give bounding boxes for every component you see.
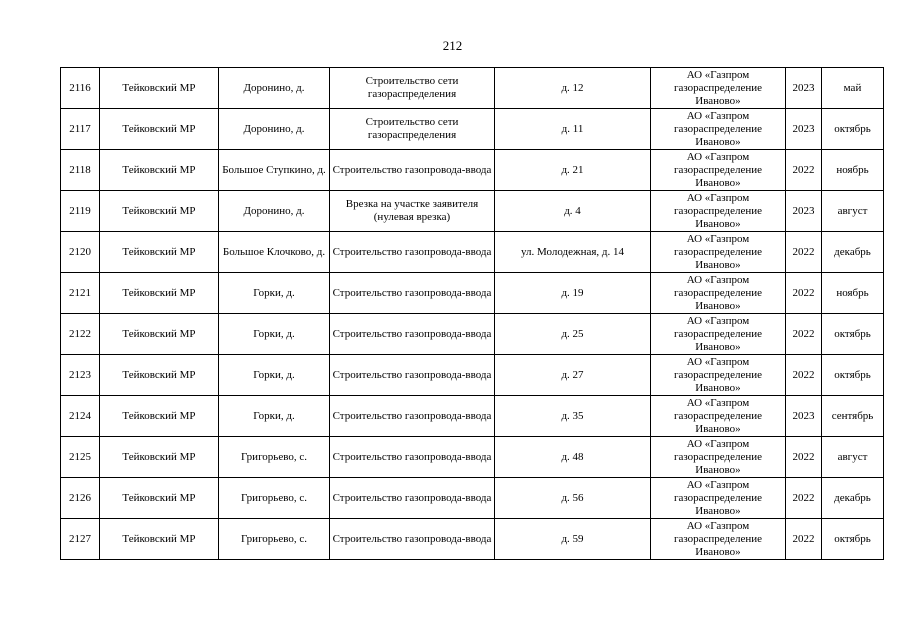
table-row xyxy=(61,478,884,519)
cell-organization: АО «Газпром газораспределение Иваново» xyxy=(651,314,786,355)
cell-work-type: Строительство газопровода-ввода xyxy=(330,273,495,314)
table-row xyxy=(61,68,884,109)
cell-number: 2121 xyxy=(61,273,100,314)
cell-address: д. 48 xyxy=(495,437,651,478)
cell-address: д. 12 xyxy=(495,68,651,109)
cell-number: 2123 xyxy=(61,355,100,396)
table-row xyxy=(61,396,884,437)
cell-district: Тейковский МР xyxy=(100,314,219,355)
cell-settlement: Горки, д. xyxy=(219,314,330,355)
cell-address: д. 11 xyxy=(495,109,651,150)
cell-month: ноябрь xyxy=(822,273,884,314)
cell-settlement: Доронино, д. xyxy=(219,191,330,232)
cell-settlement: Горки, д. xyxy=(219,396,330,437)
cell-year: 2022 xyxy=(786,478,822,519)
cell-organization: АО «Газпром газораспределение Иваново» xyxy=(651,519,786,560)
cell-year: 2023 xyxy=(786,109,822,150)
cell-year: 2022 xyxy=(786,150,822,191)
table-body xyxy=(61,68,884,560)
cell-month: ноябрь xyxy=(822,150,884,191)
cell-month: октябрь xyxy=(822,519,884,560)
cell-month: октябрь xyxy=(822,355,884,396)
cell-organization: АО «Газпром газораспределение Иваново» xyxy=(651,396,786,437)
cell-work-type: Строительство газопровода-ввода xyxy=(330,396,495,437)
cell-district: Тейковский МР xyxy=(100,478,219,519)
cell-number: 2118 xyxy=(61,150,100,191)
cell-work-type: Строительство газопровода-ввода xyxy=(330,150,495,191)
cell-district: Тейковский МР xyxy=(100,355,219,396)
cell-district: Тейковский МР xyxy=(100,191,219,232)
table-row xyxy=(61,150,884,191)
cell-year: 2022 xyxy=(786,273,822,314)
cell-settlement: Горки, д. xyxy=(219,355,330,396)
cell-number: 2119 xyxy=(61,191,100,232)
cell-number: 2127 xyxy=(61,519,100,560)
cell-settlement: Большое Клочково, д. xyxy=(219,232,330,273)
cell-address: д. 35 xyxy=(495,396,651,437)
cell-organization: АО «Газпром газораспределение Иваново» xyxy=(651,150,786,191)
table-row xyxy=(61,232,884,273)
cell-year: 2022 xyxy=(786,519,822,560)
cell-number: 2125 xyxy=(61,437,100,478)
cell-organization: АО «Газпром газораспределение Иваново» xyxy=(651,437,786,478)
cell-year: 2022 xyxy=(786,437,822,478)
table-row xyxy=(61,191,884,232)
cell-year: 2022 xyxy=(786,355,822,396)
cell-number: 2120 xyxy=(61,232,100,273)
cell-settlement: Доронино, д. xyxy=(219,68,330,109)
cell-organization: АО «Газпром газораспределение Иваново» xyxy=(651,68,786,109)
cell-settlement: Григорьево, с. xyxy=(219,519,330,560)
table-row xyxy=(61,314,884,355)
cell-district: Тейковский МР xyxy=(100,109,219,150)
cell-address: д. 25 xyxy=(495,314,651,355)
cell-month: май xyxy=(822,68,884,109)
cell-organization: АО «Газпром газораспределение Иваново» xyxy=(651,232,786,273)
cell-year: 2023 xyxy=(786,68,822,109)
cell-number: 2116 xyxy=(61,68,100,109)
cell-organization: АО «Газпром газораспределение Иваново» xyxy=(651,273,786,314)
cell-number: 2124 xyxy=(61,396,100,437)
cell-district: Тейковский МР xyxy=(100,437,219,478)
cell-work-type: Строительство газопровода-ввода xyxy=(330,519,495,560)
cell-month: август xyxy=(822,437,884,478)
cell-month: август xyxy=(822,191,884,232)
cell-district: Тейковский МР xyxy=(100,396,219,437)
cell-settlement: Доронино, д. xyxy=(219,109,330,150)
cell-number: 2117 xyxy=(61,109,100,150)
cell-work-type: Строительство газопровода-ввода xyxy=(330,314,495,355)
cell-number: 2126 xyxy=(61,478,100,519)
cell-district: Тейковский МР xyxy=(100,232,219,273)
cell-address: д. 56 xyxy=(495,478,651,519)
cell-settlement: Большое Ступкино, д. xyxy=(219,150,330,191)
table-row xyxy=(61,273,884,314)
cell-year: 2022 xyxy=(786,314,822,355)
cell-district: Тейковский МР xyxy=(100,150,219,191)
cell-settlement: Григорьево, с. xyxy=(219,437,330,478)
cell-month: декабрь xyxy=(822,478,884,519)
cell-address: д. 59 xyxy=(495,519,651,560)
cell-organization: АО «Газпром газораспределение Иваново» xyxy=(651,355,786,396)
cell-work-type: Строительство газопровода-ввода xyxy=(330,437,495,478)
table-row xyxy=(61,519,884,560)
cell-work-type: Строительство газопровода-ввода xyxy=(330,478,495,519)
cell-year: 2023 xyxy=(786,191,822,232)
cell-address: д. 21 xyxy=(495,150,651,191)
page-number: 212 xyxy=(442,38,463,53)
cell-year: 2023 xyxy=(786,396,822,437)
cell-organization: АО «Газпром газораспределение Иваново» xyxy=(651,191,786,232)
table-row xyxy=(61,355,884,396)
cell-district: Тейковский МР xyxy=(100,519,219,560)
cell-address: д. 19 xyxy=(495,273,651,314)
cell-district: Тейковский МР xyxy=(100,273,219,314)
cell-settlement: Горки, д. xyxy=(219,273,330,314)
cell-address: д. 27 xyxy=(495,355,651,396)
cell-work-type: Врезка на участке заявителя (нулевая врезка) xyxy=(330,191,495,232)
table-row xyxy=(61,437,884,478)
cell-district: Тейковский МР xyxy=(100,68,219,109)
cell-month: сентябрь xyxy=(822,396,884,437)
cell-year: 2022 xyxy=(786,232,822,273)
cell-settlement: Григорьево, с. xyxy=(219,478,330,519)
cell-number: 2122 xyxy=(61,314,100,355)
gasification-table xyxy=(60,67,884,560)
cell-address: д. 4 xyxy=(495,191,651,232)
cell-month: октябрь xyxy=(822,314,884,355)
cell-month: декабрь xyxy=(822,232,884,273)
cell-work-type: Строительство сети газораспределения xyxy=(330,68,495,109)
cell-organization: АО «Газпром газораспределение Иваново» xyxy=(651,478,786,519)
cell-organization: АО «Газпром газораспределение Иваново» xyxy=(651,109,786,150)
cell-work-type: Строительство сети газораспределения xyxy=(330,109,495,150)
table-row xyxy=(61,109,884,150)
cell-month: октябрь xyxy=(822,109,884,150)
cell-address: ул. Молодежная, д. 14 xyxy=(495,232,651,273)
cell-work-type: Строительство газопровода-ввода xyxy=(330,232,495,273)
cell-work-type: Строительство газопровода-ввода xyxy=(330,355,495,396)
